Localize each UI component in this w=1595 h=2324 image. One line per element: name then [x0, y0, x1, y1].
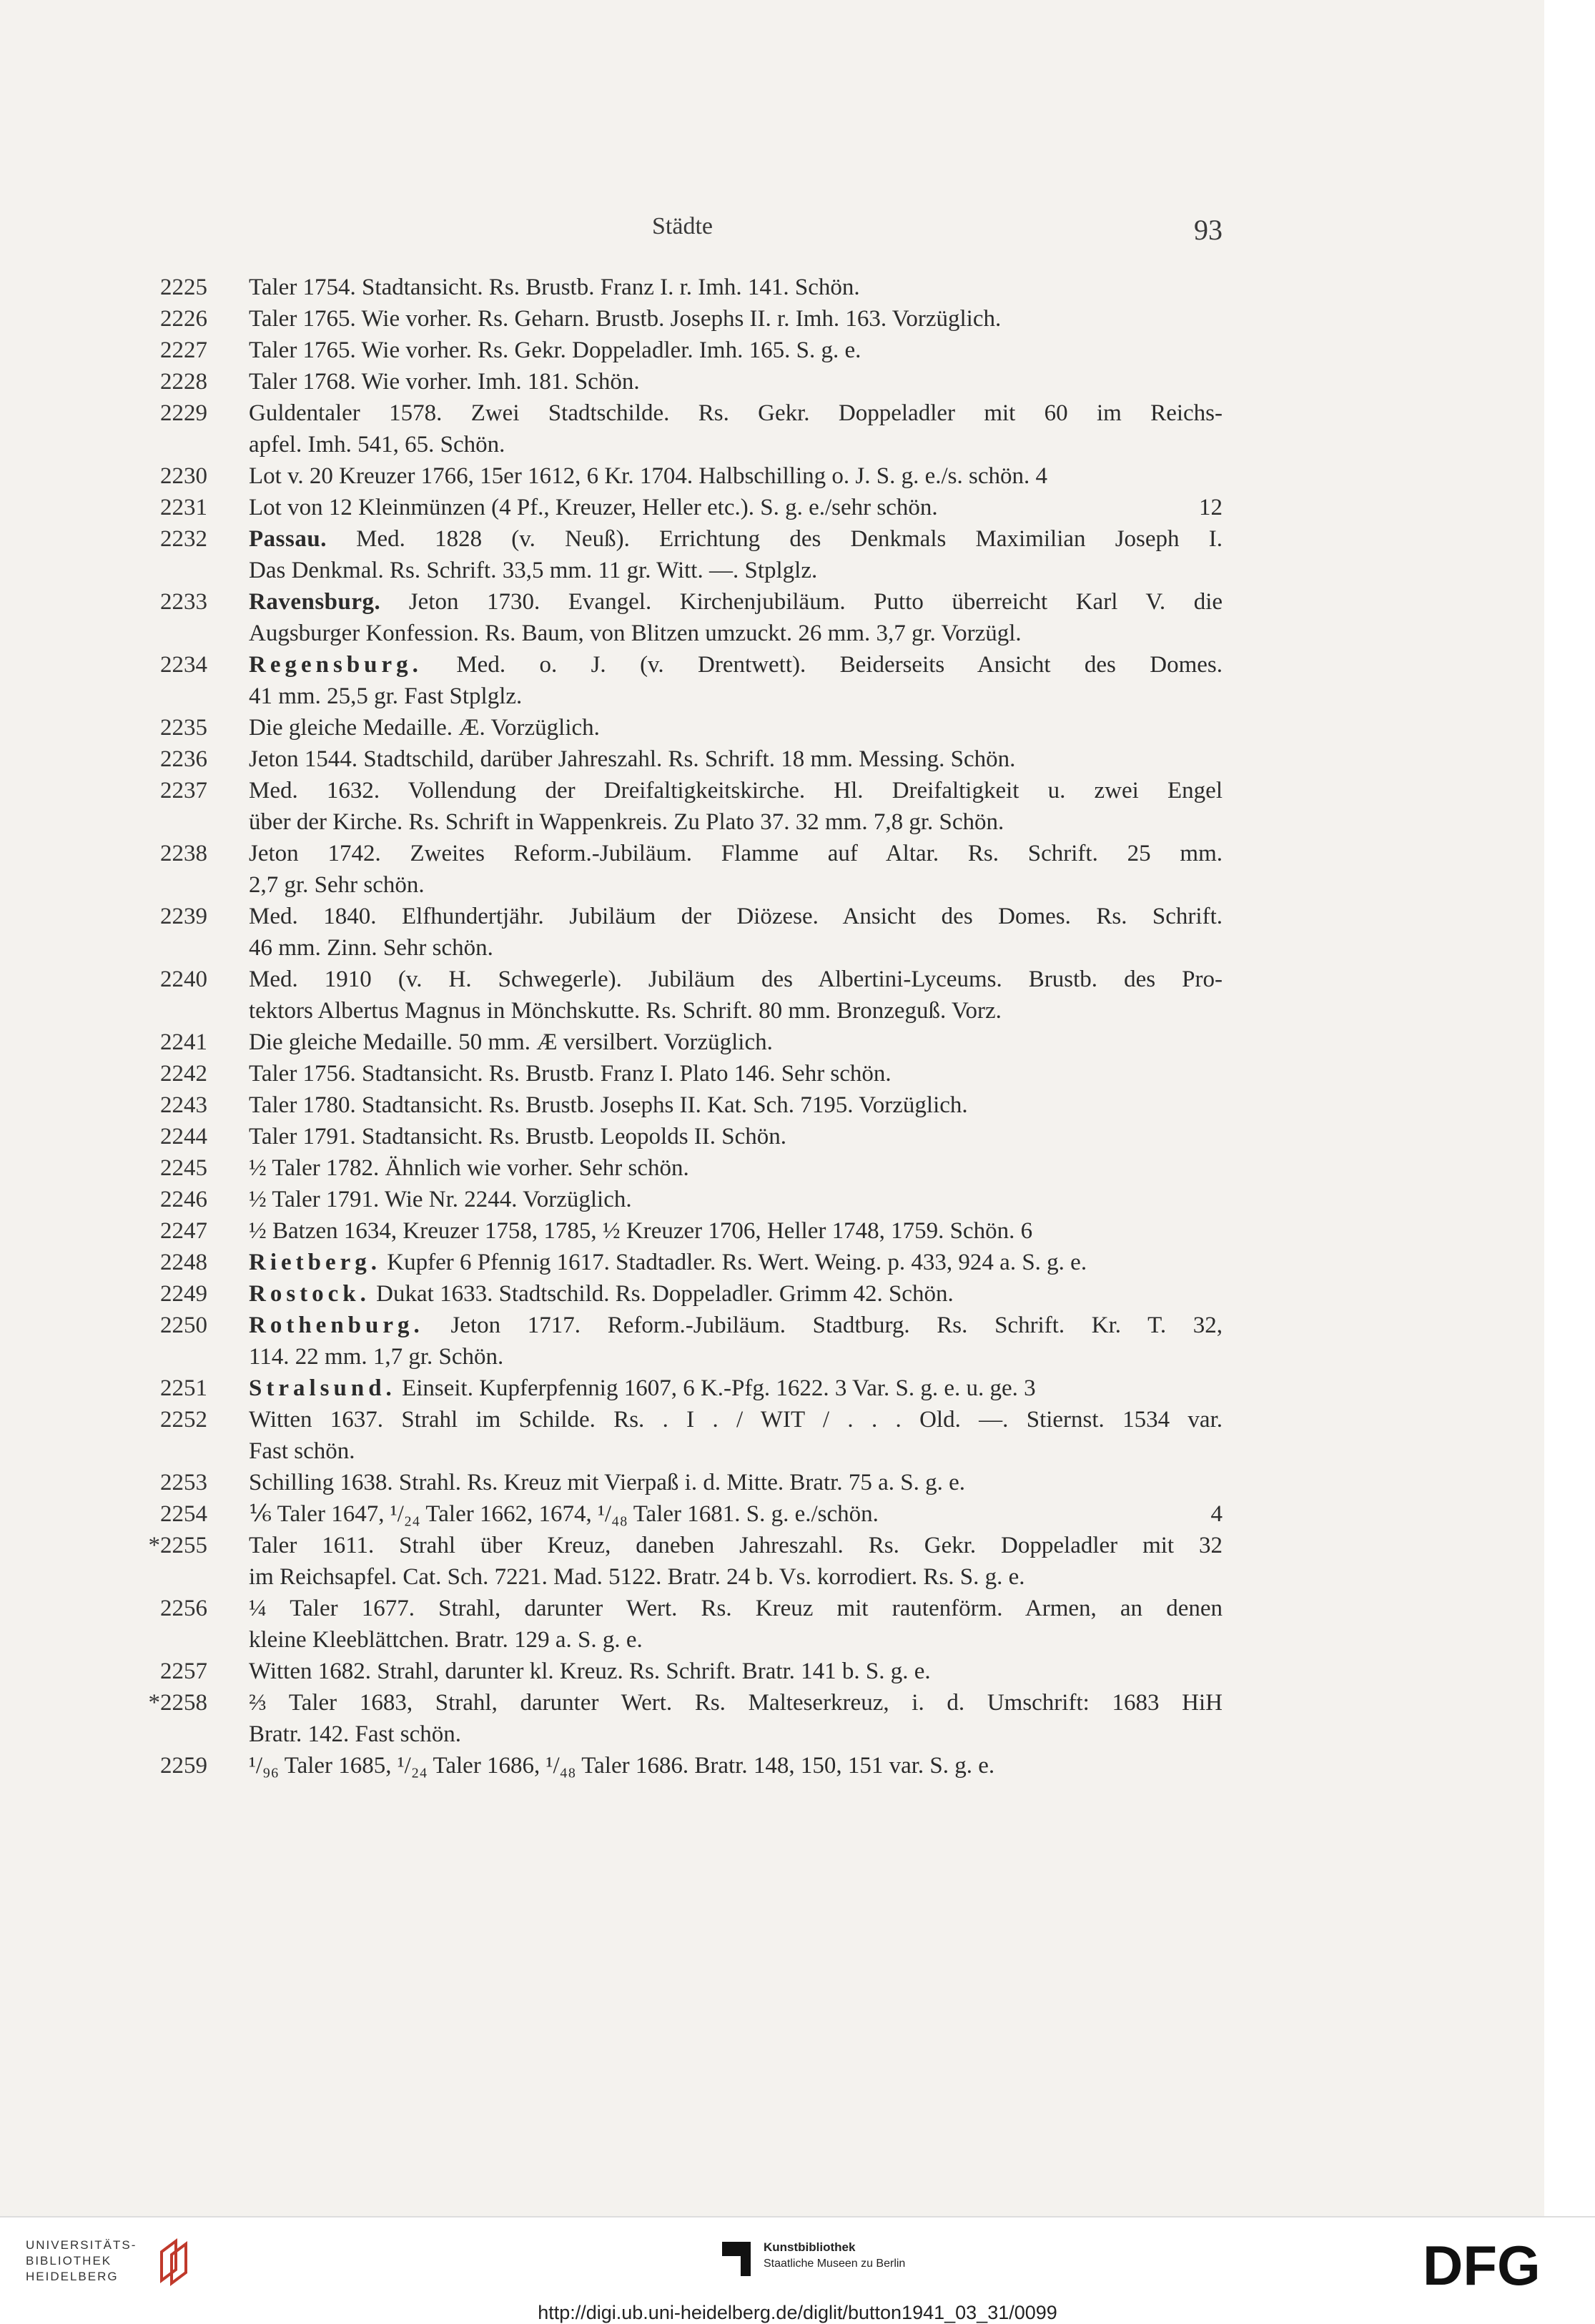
entry-text: Kupfer 6 Pfennig 1617. Stadtadler. Rs. Wert. Weing. p. 433, 924 a. S. g. e. [387, 1250, 1087, 1275]
entry-line [164, 775, 1223, 806]
entry-text: Schilling 1638. Strahl. Rs. Kreuz mit Vierpaß i. d. Mitte. Bratr. 75 a. S. g. e. [249, 1470, 965, 1495]
entry-number: 2251 [160, 1375, 207, 1401]
catalog-entry [160, 1498, 1223, 1530]
entry-number: 2238 [160, 841, 207, 866]
entry-text: 2,7 gr. Sehr schön. [249, 872, 425, 898]
entry-text: über der Kirche. Rs. Schrift in Wappenkreis. Zu Plato 37. 32 mm. 7,8 gr. Schön. [249, 809, 1004, 835]
entry-line [164, 1498, 1223, 1530]
entry-line [164, 1561, 1223, 1593]
catalog-entry [160, 523, 1223, 586]
entry-text: Fast schön. [249, 1438, 355, 1464]
entry-text: Taler 1780. Stadtansicht. Rs. Brustb. Josephs II. Kat. Sch. 7195. Vorzüglich. [249, 1092, 968, 1118]
entry-line [164, 901, 1223, 932]
entry-text: 114. 22 mm. 1,7 gr. Schön. [249, 1344, 504, 1370]
entry-text: Die gleiche Medaille. 50 mm. Æ versilbert. Vorzüglich. [249, 1029, 773, 1055]
entry-line [164, 1719, 1223, 1750]
kb-title: Kunstbibliothek [764, 2240, 856, 2254]
entry-number: 2243 [160, 1092, 207, 1118]
ub-line-1: UNIVERSITÄTS- [26, 2238, 137, 2252]
entry-line [164, 335, 1223, 366]
entry-line [164, 1656, 1223, 1687]
entry-text: kleine Kleeblättchen. Bratr. 129 a. S. g. e. [249, 1627, 643, 1653]
catalog-entry [160, 460, 1223, 492]
lot-quantity: 4 [1210, 1501, 1223, 1527]
entry-text: ⅔ Taler 1683, Strahl, darunter Wert. Rs. Malteserkreuz, i. d. Umschrift: 1683 HiH [249, 1690, 1223, 1716]
page-header [172, 213, 1223, 250]
entry-number: *2255 [148, 1533, 207, 1558]
entry-number: 2241 [160, 1029, 207, 1055]
catalog-entry [160, 775, 1223, 838]
entry-text: ¹/₉₆ Taler 1685, ¹/₂₄ Taler 1686, ¹/₄₈ Taler 1686. Bratr. 148, 150, 151 var. S. g. e. [249, 1753, 995, 1779]
entry-line [164, 649, 1223, 681]
catalog-entry [160, 964, 1223, 1027]
entry-text: Bratr. 142. Fast schön. [249, 1721, 461, 1747]
lot-quantity: 12 [1199, 495, 1223, 520]
entry-number: 2235 [160, 715, 207, 741]
city-name: Rietberg. [249, 1250, 382, 1275]
entry-text: 41 mm. 25,5 gr. Fast Stplglz. [249, 683, 523, 709]
entry-number: 2247 [160, 1218, 207, 1244]
catalog-entry [160, 1373, 1223, 1404]
entry-text: Jeton 1544. Stadtschild, darüber Jahreszahl. Rs. Schrift. 18 mm. Messing. Schön. [249, 746, 1016, 772]
catalog-entry [160, 366, 1223, 397]
catalog-entry [160, 1247, 1223, 1278]
entry-number: 2254 [160, 1501, 207, 1527]
entry-line [164, 869, 1223, 901]
entry-text: Einseit. Kupferpfennig 1607, 6 K.-Pfg. 1622. 3 Var. S. g. e. u. ge. 3 [402, 1375, 1036, 1401]
entry-number: 2259 [160, 1753, 207, 1779]
city-name: Regensburg. [249, 652, 423, 678]
city-name: Stralsund. [249, 1375, 396, 1401]
entry-text: Taler 1611. Strahl über Kreuz, daneben Jahreszahl. Rs. Gekr. Doppeladler mit 32 [249, 1533, 1223, 1558]
entry-number: 2250 [160, 1312, 207, 1338]
catalog-entry [160, 586, 1223, 649]
entry-line [164, 1215, 1223, 1247]
section-title: Städte [652, 213, 713, 239]
kb-subtitle: Staatliche Museen zu Berlin [764, 2258, 906, 2270]
entry-number: 2244 [160, 1124, 207, 1149]
entry-text: Med. 1910 (v. H. Schwegerle). Jubiläum des Albertini-Lyceums. Brustb. des Pro- [249, 966, 1223, 992]
entry-line [164, 1467, 1223, 1498]
entry-text: ½ Taler 1782. Ähnlich wie vorher. Sehr schön. [249, 1155, 689, 1181]
catalog-entry [160, 901, 1223, 964]
source-url[interactable]: http://digi.ub.uni-heidelberg.de/diglit/button1941_03_31/0099 [538, 2302, 1057, 2323]
footer-bar [0, 2216, 1595, 2324]
entry-line [164, 1593, 1223, 1624]
entry-line [164, 1687, 1223, 1719]
catalog-entry [160, 397, 1223, 460]
catalog-entry [148, 1687, 1223, 1750]
ub-logo-text [26, 2238, 137, 2285]
entry-text: Med. 1632. Vollendung der Dreifaltigkeitskirche. Hl. Dreifaltigkeit u. zwei Engel [249, 778, 1223, 803]
entry-number: 2242 [160, 1061, 207, 1087]
entry-text: tektors Albertus Magnus in Mönchskutte. Rs. Schrift. 80 mm. Bronzeguß. Vorz. [249, 998, 1002, 1024]
entry-text: Med. 1840. Elfhundertjähr. Jubiläum der Diözese. Ansicht des Domes. Rs. Schrift. [249, 904, 1223, 929]
ub-mark-icon [154, 2238, 200, 2288]
entry-line [164, 1750, 1223, 1781]
entry-text: ½ Batzen 1634, Kreuzer 1758, 1785, ½ Kreuzer 1706, Heller 1748, 1759. Schön. 6 [249, 1218, 1033, 1244]
entry-number: 2249 [160, 1281, 207, 1307]
catalog-entry [160, 838, 1223, 901]
entry-line [164, 555, 1223, 586]
entry-line [164, 1278, 1223, 1310]
entry-number: 2257 [160, 1658, 207, 1684]
catalog-entry [160, 1310, 1223, 1373]
entry-line [164, 681, 1223, 712]
catalog-entry [160, 743, 1223, 775]
entry-text: Jeton 1730. Evangel. Kirchenjubiläum. Putto überreicht Karl V. die [408, 589, 1223, 615]
entry-number: 2234 [160, 652, 207, 678]
city-name: Ravensburg. [249, 589, 381, 615]
catalog-entry [160, 492, 1223, 523]
city-name: Passau. [249, 526, 327, 552]
entry-line [164, 1624, 1223, 1656]
catalog-entry [160, 1467, 1223, 1498]
entry-line [164, 1530, 1223, 1561]
catalog-entry [160, 1089, 1223, 1121]
dfg-logo[interactable] [1423, 2239, 1566, 2290]
catalog-entry [160, 1215, 1223, 1247]
entry-line [164, 586, 1223, 618]
entry-number: 2256 [160, 1596, 207, 1621]
entry-line [164, 1089, 1223, 1121]
catalog-entries [148, 272, 1223, 1781]
entry-number: 2237 [160, 778, 207, 803]
page-number: 93 [1194, 214, 1223, 246]
catalog-entry [160, 1058, 1223, 1089]
entry-text: Taler 1791. Stadtansicht. Rs. Brustb. Leopolds II. Schön. [249, 1124, 787, 1149]
dfg-logo-icon [1423, 2239, 1566, 2290]
entry-number: 2240 [160, 966, 207, 992]
catalog-entry [160, 649, 1223, 712]
ub-line-3: HEIDELBERG [26, 2270, 119, 2283]
catalog-entry [160, 272, 1223, 303]
entry-line [164, 618, 1223, 649]
kunstbibliothek-logo[interactable] [722, 2236, 951, 2282]
entry-line [164, 460, 1223, 492]
entry-text: 46 mm. Zinn. Sehr schön. [249, 935, 493, 961]
entry-line [164, 1247, 1223, 1278]
entry-line [164, 743, 1223, 775]
entry-number: 2233 [160, 589, 207, 615]
entry-line [164, 1058, 1223, 1089]
entry-text: Taler 1765. Wie vorher. Rs. Geharn. Brustb. Josephs II. r. Imh. 163. Vorzüglich. [249, 306, 1002, 332]
entry-number: *2258 [148, 1690, 207, 1716]
entry-text: Med. o. J. (v. Drentwett). Beiderseits Ansicht des Domes. [456, 652, 1223, 678]
entry-text: Taler 1756. Stadtansicht. Rs. Brustb. Franz I. Plato 146. Sehr schön. [249, 1061, 892, 1087]
catalog-entry [160, 1184, 1223, 1215]
catalog-entry [160, 1593, 1223, 1656]
city-name: Rostock. [249, 1281, 370, 1307]
entry-text: Dukat 1633. Stadtschild. Rs. Doppeladler. Grimm 42. Schön. [376, 1281, 954, 1307]
entry-text: ½ Taler 1791. Wie Nr. 2244. Vorzüglich. [249, 1187, 632, 1212]
entry-text: Taler 1754. Stadtansicht. Rs. Brustb. Franz I. r. Imh. 141. Schön. [249, 275, 860, 300]
entry-line [164, 1184, 1223, 1215]
entry-line [164, 429, 1223, 460]
entry-number: 2230 [160, 463, 207, 489]
ub-line-2: BIBLIOTHEK [26, 2254, 112, 2268]
footer-divider [0, 2216, 1595, 2217]
entry-line [164, 1152, 1223, 1184]
entry-number: 2225 [160, 275, 207, 300]
entry-line [164, 397, 1223, 429]
ub-heidelberg-logo[interactable] [26, 2238, 197, 2288]
entry-text: apfel. Imh. 541, 65. Schön. [249, 432, 505, 458]
city-name: Rothenburg. [249, 1312, 424, 1338]
entry-text: Augsburger Konfession. Rs. Baum, von Blitzen umzuckt. 26 mm. 3,7 gr. Vorzügl. [249, 620, 1022, 646]
entry-line [164, 806, 1223, 838]
catalog-entry [160, 1656, 1223, 1687]
catalog-entry [160, 712, 1223, 743]
entry-text: Taler 1768. Wie vorher. Imh. 181. Schön. [249, 369, 640, 395]
kunstbibliothek-icon [722, 2242, 751, 2276]
entry-line [164, 272, 1223, 303]
entry-line [164, 1027, 1223, 1058]
entry-line [164, 492, 1223, 523]
entry-text: Taler 1765. Wie vorher. Rs. Gekr. Doppeladler. Imh. 165. S. g. e. [249, 337, 861, 363]
catalog-entry [148, 1530, 1223, 1593]
entry-number: 2248 [160, 1250, 207, 1275]
page-margin [1544, 0, 1595, 2216]
entry-number: 2236 [160, 746, 207, 772]
entry-text: Die gleiche Medaille. Æ. Vorzüglich. [249, 715, 600, 741]
entry-number: 2232 [160, 526, 207, 552]
catalog-entry [160, 1152, 1223, 1184]
entry-number: 2228 [160, 369, 207, 395]
entry-text: Das Denkmal. Rs. Schrift. 33,5 mm. 11 gr. Witt. —. Stplglz. [249, 558, 818, 583]
catalog-entry [160, 1404, 1223, 1467]
entry-line [164, 1404, 1223, 1435]
catalog-entry [160, 1750, 1223, 1781]
entry-text: Witten 1637. Strahl im Schilde. Rs. . I . / WIT / . . . Old. —. Stiernst. 1534 var. [249, 1407, 1223, 1433]
entry-number: 2252 [160, 1407, 207, 1433]
catalog-entry [160, 303, 1223, 335]
entry-number: 2246 [160, 1187, 207, 1212]
entry-text: im Reichsapfel. Cat. Sch. 7221. Mad. 5122. Bratr. 24 b. Vs. korrodiert. Rs. S. g. e. [249, 1564, 1025, 1590]
catalog-entry [160, 1027, 1223, 1058]
catalog-entry [160, 1121, 1223, 1152]
svg-text:DFG: DFG [1423, 2239, 1541, 2290]
entry-text: ¼ Taler 1677. Strahl, darunter Wert. Rs. Kreuz mit rautenförm. Armen, an denen [249, 1596, 1223, 1621]
entry-number: 2239 [160, 904, 207, 929]
entry-line [164, 712, 1223, 743]
entry-text: Jeton 1717. Reform.-Jubiläum. Stadtburg. Rs. Schrift. Kr. T. 32, [450, 1312, 1223, 1338]
entry-line [164, 1310, 1223, 1341]
entry-number: 2227 [160, 337, 207, 363]
catalog-entry [160, 1278, 1223, 1310]
entry-line [164, 932, 1223, 964]
entry-text: Jeton 1742. Zweites Reform.-Jubiläum. Flamme auf Altar. Rs. Schrift. 25 mm. [249, 841, 1223, 866]
entry-text: Med. 1828 (v. Neuß). Errichtung des Denkmals Maximilian Joseph I. [356, 526, 1223, 552]
entry-line [164, 964, 1223, 995]
entry-text: Witten 1682. Strahl, darunter kl. Kreuz. Rs. Schrift. Bratr. 141 b. S. g. e. [249, 1658, 931, 1684]
entry-line [164, 838, 1223, 869]
entry-line [164, 1373, 1223, 1404]
entry-number: 2245 [160, 1155, 207, 1181]
entry-number: 2229 [160, 400, 207, 426]
entry-line [164, 523, 1223, 555]
entry-text: Guldentaler 1578. Zwei Stadtschilde. Rs. Gekr. Doppeladler mit 60 im Reichs- [249, 400, 1223, 426]
entry-number: 2253 [160, 1470, 207, 1495]
entry-line [164, 995, 1223, 1027]
entry-number: 2231 [160, 495, 207, 520]
entry-line [164, 303, 1223, 335]
entry-number: 2226 [160, 306, 207, 332]
entry-line [164, 1341, 1223, 1373]
entry-text: Lot v. 20 Kreuzer 1766, 15er 1612, 6 Kr. 1704. Halbschilling o. J. S. g. e./s. schön. 4 [249, 463, 1047, 489]
entry-line [164, 366, 1223, 397]
entry-line [164, 1121, 1223, 1152]
entry-line [164, 1435, 1223, 1467]
catalog-entry [160, 335, 1223, 366]
entry-text: ⅙ Taler 1647, ¹/₂₄ Taler 1662, 1674, ¹/₄₈ Taler 1681. S. g. e./schön. [249, 1501, 879, 1527]
entry-text: Lot von 12 Kleinmünzen (4 Pf., Kreuzer, Heller etc.). S. g. e./sehr schön. [249, 495, 938, 520]
